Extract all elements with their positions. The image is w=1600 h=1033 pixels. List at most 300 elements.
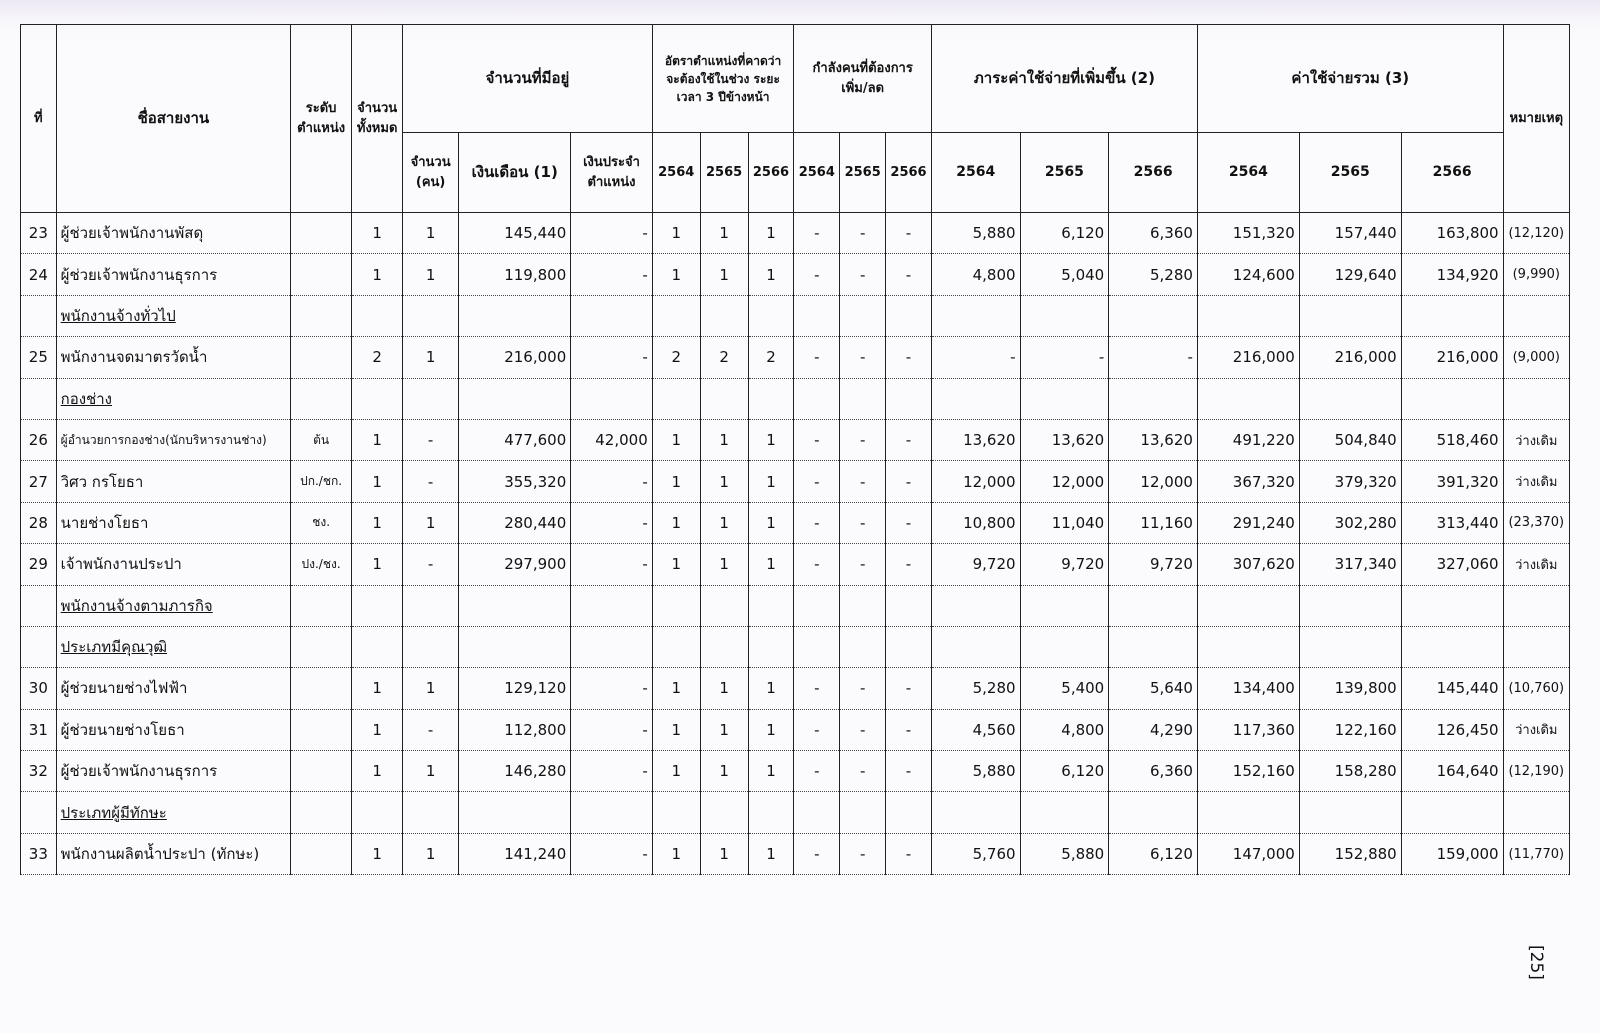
burden-2566: 6,120 [1109, 833, 1198, 874]
salary: 141,240 [459, 833, 571, 874]
manpower-2566: - [886, 337, 932, 378]
row-number: 26 [21, 419, 57, 460]
burden-2565: 6,120 [1020, 213, 1109, 254]
total-count: 1 [352, 668, 403, 709]
totalcost-2566: 164,640 [1401, 751, 1503, 792]
position-allowance: - [571, 502, 653, 543]
empty-cell [291, 585, 352, 626]
position-level [291, 337, 352, 378]
row-number: 24 [21, 254, 57, 295]
section-label: พนักงานจ้างทั่วไป [56, 295, 290, 336]
burden-2566: 4,290 [1109, 709, 1198, 750]
empty-cell [352, 295, 403, 336]
manpower-2566: - [886, 254, 932, 295]
burden-2566: 5,640 [1109, 668, 1198, 709]
remark: ว่างเดิม [1503, 419, 1569, 460]
manpower-2564: - [794, 833, 840, 874]
existing-count: 1 [403, 337, 459, 378]
salary: 297,900 [459, 544, 571, 585]
totalcost-2565: 379,320 [1299, 461, 1401, 502]
table-row [21, 751, 1570, 792]
total-count: 1 [352, 751, 403, 792]
empty-cell [700, 626, 748, 667]
header-burden: ภาระค่าใช้จ่ายที่เพิ่มขึ้น (2) [931, 25, 1197, 133]
rate-2565: 2 [700, 337, 748, 378]
position-level: ต้น [291, 419, 352, 460]
empty-cell [652, 626, 700, 667]
salary: 216,000 [459, 337, 571, 378]
empty-cell [1503, 378, 1569, 419]
section-number-cell [21, 792, 57, 833]
position-name: ผู้ช่วยเจ้าพนักงานธุรการ [56, 751, 290, 792]
empty-cell [1503, 792, 1569, 833]
manpower-2565: - [840, 254, 886, 295]
section-number-cell [21, 378, 57, 419]
empty-cell [794, 295, 840, 336]
totalcost-2566: 126,450 [1401, 709, 1503, 750]
position-name: นายช่างโยธา [56, 502, 290, 543]
burden-2565: 5,880 [1020, 833, 1109, 874]
section-row [21, 295, 1570, 336]
section-number-cell [21, 585, 57, 626]
section-row [21, 626, 1570, 667]
totalcost-2564: 491,220 [1197, 419, 1299, 460]
row-number: 28 [21, 502, 57, 543]
totalcost-2564: 367,320 [1197, 461, 1299, 502]
position-allowance: - [571, 544, 653, 585]
manpower-2565: - [840, 751, 886, 792]
header-rate: อัตราตำแหน่งที่คาดว่า จะต้องใช้ในช่วง ระยะเวลา 3 ปีข้างหน้า [652, 25, 794, 133]
empty-cell [652, 378, 700, 419]
empty-cell [403, 626, 459, 667]
position-name: วิศว กรโยธา [56, 461, 290, 502]
totalcost-2565: 122,160 [1299, 709, 1401, 750]
table-row [21, 337, 1570, 378]
table-row [21, 461, 1570, 502]
position-level [291, 668, 352, 709]
empty-cell [700, 792, 748, 833]
empty-cell [748, 626, 794, 667]
rate-2564: 1 [652, 213, 700, 254]
manpower-2566: - [886, 751, 932, 792]
burden-2565: 9,720 [1020, 544, 1109, 585]
empty-cell [886, 585, 932, 626]
rate-2565: 1 [700, 213, 748, 254]
rate-2566: 1 [748, 502, 794, 543]
empty-cell [291, 378, 352, 419]
totalcost-2564: 147,000 [1197, 833, 1299, 874]
manpower-2566: - [886, 502, 932, 543]
empty-cell [931, 585, 1020, 626]
empty-cell [1401, 585, 1503, 626]
empty-cell [352, 585, 403, 626]
section-label: ประเภทมีคุณวุฒิ [56, 626, 290, 667]
position-level [291, 254, 352, 295]
manpower-2566: - [886, 833, 932, 874]
existing-count: 1 [403, 254, 459, 295]
empty-cell [1197, 378, 1299, 419]
table-body [21, 213, 1570, 875]
empty-cell [886, 792, 932, 833]
salary: 280,440 [459, 502, 571, 543]
total-count: 1 [352, 213, 403, 254]
section-label: พนักงานจ้างตามภารกิจ [56, 585, 290, 626]
empty-cell [1109, 585, 1198, 626]
empty-cell [571, 295, 653, 336]
empty-cell [1197, 626, 1299, 667]
position-allowance: 42,000 [571, 419, 653, 460]
totalcost-2565: 139,800 [1299, 668, 1401, 709]
position-allowance: - [571, 833, 653, 874]
salary: 119,800 [459, 254, 571, 295]
empty-cell [1503, 295, 1569, 336]
empty-cell [931, 378, 1020, 419]
burden-2565: 6,120 [1020, 751, 1109, 792]
empty-cell [459, 295, 571, 336]
empty-cell [1299, 792, 1401, 833]
row-number: 29 [21, 544, 57, 585]
position-level [291, 751, 352, 792]
salary: 145,440 [459, 213, 571, 254]
existing-count: - [403, 709, 459, 750]
total-count: 1 [352, 461, 403, 502]
totalcost-2566: 313,440 [1401, 502, 1503, 543]
position-name: ผู้ช่วยเจ้าพนักงานพัสดุ [56, 213, 290, 254]
manpower-cost-table [20, 24, 1570, 875]
manpower-2566: - [886, 461, 932, 502]
existing-count: - [403, 419, 459, 460]
section-row [21, 585, 1570, 626]
header-manpower: กำลังคนที่ต้องการ เพิ่ม/ลด [794, 25, 932, 133]
burden-2566: 9,720 [1109, 544, 1198, 585]
rate-2564: 1 [652, 709, 700, 750]
empty-cell [352, 626, 403, 667]
manpower-2564: - [794, 709, 840, 750]
position-allowance: - [571, 709, 653, 750]
totalcost-2566: 391,320 [1401, 461, 1503, 502]
empty-cell [1020, 295, 1109, 336]
totalcost-2564: 216,000 [1197, 337, 1299, 378]
empty-cell [700, 378, 748, 419]
totalcost-2564: 117,360 [1197, 709, 1299, 750]
existing-count: 1 [403, 213, 459, 254]
row-number: 32 [21, 751, 57, 792]
position-allowance: - [571, 461, 653, 502]
empty-cell [403, 585, 459, 626]
table-row [21, 419, 1570, 460]
table-row [21, 544, 1570, 585]
header-manpower-2566: 2566 [886, 133, 932, 213]
totalcost-2565: 129,640 [1299, 254, 1401, 295]
table-row [21, 254, 1570, 295]
rate-2564: 1 [652, 254, 700, 295]
manpower-2566: - [886, 709, 932, 750]
totalcost-2564: 124,600 [1197, 254, 1299, 295]
burden-2565: 13,620 [1020, 419, 1109, 460]
empty-cell [571, 378, 653, 419]
position-name: ผู้อำนวยการกองช่าง(นักบริหารงานช่าง) [56, 419, 290, 460]
burden-2564: 5,280 [931, 668, 1020, 709]
empty-cell [1020, 792, 1109, 833]
empty-cell [1109, 378, 1198, 419]
manpower-2565: - [840, 461, 886, 502]
empty-cell [291, 792, 352, 833]
header-burden-2566: 2566 [1109, 133, 1198, 213]
rate-2564: 1 [652, 668, 700, 709]
remark: (9,990) [1503, 254, 1569, 295]
existing-count: 1 [403, 668, 459, 709]
totalcost-2564: 307,620 [1197, 544, 1299, 585]
burden-2566: 13,620 [1109, 419, 1198, 460]
rate-2566: 1 [748, 544, 794, 585]
burden-2564: 4,560 [931, 709, 1020, 750]
totalcost-2565: 317,340 [1299, 544, 1401, 585]
header-rate-2565: 2565 [700, 133, 748, 213]
empty-cell [794, 585, 840, 626]
section-row [21, 792, 1570, 833]
manpower-2564: - [794, 544, 840, 585]
burden-2565: 12,000 [1020, 461, 1109, 502]
empty-cell [886, 378, 932, 419]
row-number: 27 [21, 461, 57, 502]
total-count: 2 [352, 337, 403, 378]
empty-cell [840, 585, 886, 626]
rate-2565: 1 [700, 668, 748, 709]
rate-2566: 1 [748, 709, 794, 750]
existing-count: - [403, 544, 459, 585]
totalcost-2566: 163,800 [1401, 213, 1503, 254]
totalcost-2566: 327,060 [1401, 544, 1503, 585]
empty-cell [1109, 295, 1198, 336]
totalcost-2566: 216,000 [1401, 337, 1503, 378]
totalcost-2565: 216,000 [1299, 337, 1401, 378]
empty-cell [931, 626, 1020, 667]
salary: 129,120 [459, 668, 571, 709]
burden-2565: 11,040 [1020, 502, 1109, 543]
header-existing: จำนวนที่มีอยู่ [403, 25, 653, 133]
rate-2565: 1 [700, 833, 748, 874]
rate-2566: 1 [748, 419, 794, 460]
salary: 355,320 [459, 461, 571, 502]
salary: 477,600 [459, 419, 571, 460]
empty-cell [1401, 378, 1503, 419]
empty-cell [794, 792, 840, 833]
position-name: ผู้ช่วยนายช่างโยธา [56, 709, 290, 750]
total-count: 1 [352, 502, 403, 543]
totalcost-2564: 151,320 [1197, 213, 1299, 254]
totalcost-2564: 152,160 [1197, 751, 1299, 792]
empty-cell [1299, 585, 1401, 626]
position-name: พนักงานผลิตน้ำประปา (ทักษะ) [56, 833, 290, 874]
empty-cell [403, 378, 459, 419]
empty-cell [1503, 585, 1569, 626]
empty-cell [459, 626, 571, 667]
section-label: ประเภทผู้มีทักษะ [56, 792, 290, 833]
manpower-2564: - [794, 419, 840, 460]
total-count: 1 [352, 709, 403, 750]
empty-cell [1020, 378, 1109, 419]
manpower-2566: - [886, 213, 932, 254]
header-totalcost-2564: 2564 [1197, 133, 1299, 213]
total-count: 1 [352, 254, 403, 295]
position-name: ผู้ช่วยนายช่างไฟฟ้า [56, 668, 290, 709]
header-total: จำนวน ทั้งหมด [352, 25, 403, 213]
table-row [21, 502, 1570, 543]
header-salary: เงินเดือน (1) [459, 133, 571, 213]
totalcost-2565: 158,280 [1299, 751, 1401, 792]
header-burden-2565: 2565 [1020, 133, 1109, 213]
empty-cell [1109, 792, 1198, 833]
header-rate-2566: 2566 [748, 133, 794, 213]
page-number: [25] [1526, 945, 1546, 980]
total-count: 1 [352, 419, 403, 460]
empty-cell [403, 295, 459, 336]
row-number: 23 [21, 213, 57, 254]
row-number: 30 [21, 668, 57, 709]
totalcost-2566: 159,000 [1401, 833, 1503, 874]
rate-2566: 1 [748, 668, 794, 709]
burden-2566: 5,280 [1109, 254, 1198, 295]
burden-2566: 6,360 [1109, 213, 1198, 254]
header-count: จำนวน (คน) [403, 133, 459, 213]
position-name: เจ้าพนักงานประปา [56, 544, 290, 585]
totalcost-2565: 302,280 [1299, 502, 1401, 543]
empty-cell [748, 585, 794, 626]
remark: ว่างเดิม [1503, 461, 1569, 502]
section-row [21, 378, 1570, 419]
empty-cell [1020, 585, 1109, 626]
header-name: ชื่อสายงาน [56, 25, 290, 213]
empty-cell [571, 585, 653, 626]
empty-cell [459, 585, 571, 626]
existing-count: - [403, 461, 459, 502]
totalcost-2564: 291,240 [1197, 502, 1299, 543]
header-level: ระดับ ตำแหน่ง [291, 25, 352, 213]
burden-2564: 5,880 [931, 751, 1020, 792]
position-level: ปง./ชง. [291, 544, 352, 585]
rate-2565: 1 [700, 709, 748, 750]
rate-2564: 1 [652, 502, 700, 543]
manpower-2566: - [886, 419, 932, 460]
salary: 146,280 [459, 751, 571, 792]
burden-2565: 5,040 [1020, 254, 1109, 295]
burden-2566: 6,360 [1109, 751, 1198, 792]
remark: (9,000) [1503, 337, 1569, 378]
manpower-2564: - [794, 502, 840, 543]
manpower-2565: - [840, 213, 886, 254]
empty-cell [931, 295, 1020, 336]
header-remark: หมายเหตุ [1503, 25, 1569, 213]
empty-cell [748, 295, 794, 336]
rate-2566: 1 [748, 461, 794, 502]
empty-cell [1401, 295, 1503, 336]
empty-cell [748, 792, 794, 833]
manpower-2565: - [840, 668, 886, 709]
header-manpower-2564: 2564 [794, 133, 840, 213]
burden-2564: 5,880 [931, 213, 1020, 254]
manpower-2564: - [794, 337, 840, 378]
position-name: พนักงานจดมาตรวัดน้ำ [56, 337, 290, 378]
header-burden-2564: 2564 [931, 133, 1020, 213]
empty-cell [700, 585, 748, 626]
burden-2565: 4,800 [1020, 709, 1109, 750]
position-allowance: - [571, 254, 653, 295]
totalcost-2564: 134,400 [1197, 668, 1299, 709]
empty-cell [1299, 378, 1401, 419]
burden-2564: 4,800 [931, 254, 1020, 295]
position-allowance: - [571, 337, 653, 378]
empty-cell [291, 295, 352, 336]
empty-cell [652, 792, 700, 833]
manpower-2565: - [840, 833, 886, 874]
rate-2565: 1 [700, 419, 748, 460]
header-manpower-2565: 2565 [840, 133, 886, 213]
empty-cell [931, 792, 1020, 833]
existing-count: 1 [403, 502, 459, 543]
empty-cell [291, 626, 352, 667]
position-level [291, 213, 352, 254]
total-count: 1 [352, 544, 403, 585]
header-totalcost-2566: 2566 [1401, 133, 1503, 213]
table-row [21, 709, 1570, 750]
empty-cell [352, 792, 403, 833]
header-no: ที่ [21, 25, 57, 213]
empty-cell [652, 295, 700, 336]
header-allowance: เงินประจำ ตำแหน่ง [571, 133, 653, 213]
header-totalcost: ค่าใช้จ่ายรวม (3) [1197, 25, 1503, 133]
empty-cell [571, 792, 653, 833]
totalcost-2565: 504,840 [1299, 419, 1401, 460]
burden-2564: 9,720 [931, 544, 1020, 585]
remark: ว่างเดิม [1503, 544, 1569, 585]
existing-count: 1 [403, 833, 459, 874]
empty-cell [571, 626, 653, 667]
burden-2564: 10,800 [931, 502, 1020, 543]
totalcost-2566: 134,920 [1401, 254, 1503, 295]
position-allowance: - [571, 213, 653, 254]
manpower-2564: - [794, 751, 840, 792]
empty-cell [1401, 792, 1503, 833]
rate-2566: 1 [748, 833, 794, 874]
manpower-2564: - [794, 461, 840, 502]
empty-cell [1197, 792, 1299, 833]
burden-2566: 11,160 [1109, 502, 1198, 543]
rate-2565: 1 [700, 461, 748, 502]
empty-cell [1020, 626, 1109, 667]
empty-cell [794, 378, 840, 419]
manpower-2565: - [840, 419, 886, 460]
section-label: กองช่าง [56, 378, 290, 419]
position-allowance: - [571, 668, 653, 709]
table-row [21, 213, 1570, 254]
salary: 112,800 [459, 709, 571, 750]
position-level: ปก./ชก. [291, 461, 352, 502]
empty-cell [1109, 626, 1198, 667]
existing-count: 1 [403, 751, 459, 792]
header-totalcost-2565: 2565 [1299, 133, 1401, 213]
total-count: 1 [352, 833, 403, 874]
empty-cell [840, 295, 886, 336]
rate-2566: 1 [748, 213, 794, 254]
manpower-2564: - [794, 254, 840, 295]
empty-cell [840, 792, 886, 833]
position-allowance: - [571, 751, 653, 792]
section-number-cell [21, 295, 57, 336]
empty-cell [1197, 295, 1299, 336]
remark: (10,760) [1503, 668, 1569, 709]
empty-cell [1299, 295, 1401, 336]
position-name: ผู้ช่วยเจ้าพนักงานธุรการ [56, 254, 290, 295]
